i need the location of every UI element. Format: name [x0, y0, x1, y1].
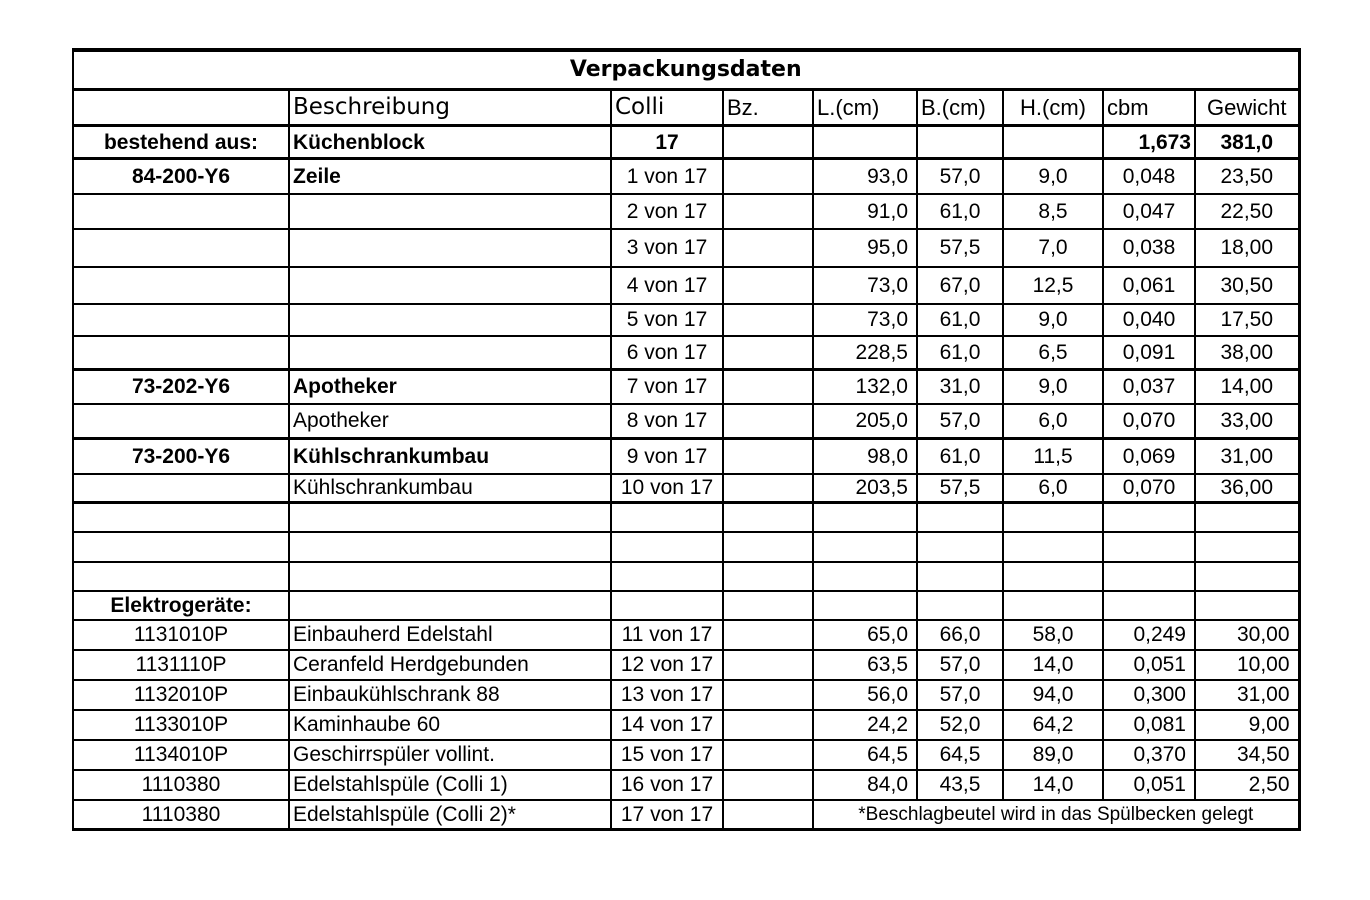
item-weight: 10,00 [1195, 650, 1299, 680]
item-weight: 23,50 [1195, 159, 1299, 194]
item-length: 73,0 [813, 267, 917, 304]
item-code: 84-200-Y6 [73, 159, 289, 194]
item-weight: 14,00 [1195, 370, 1299, 404]
item-height: 94,0 [1003, 680, 1103, 710]
item-length: 24,2 [813, 710, 917, 740]
item-length: 98,0 [813, 439, 917, 474]
item-code: 1131110P [73, 650, 289, 680]
item-width: 43,5 [917, 770, 1003, 800]
item-weight: 34,50 [1195, 740, 1299, 770]
table-row [73, 770, 1299, 800]
item-weight: 30,50 [1195, 267, 1299, 304]
empty-cell [611, 591, 723, 620]
item-height: 6,0 [1003, 404, 1103, 439]
empty-cell [1195, 591, 1299, 620]
item-width: 57,0 [917, 680, 1003, 710]
table-row [73, 710, 1299, 740]
item-cbm: 0,061 [1103, 267, 1195, 304]
item-height: 14,0 [1003, 770, 1103, 800]
item-description: Edelstahlspüle (Colli 1) [289, 770, 611, 800]
item-bz [723, 740, 813, 770]
item-cbm: 0,069 [1103, 439, 1195, 474]
item-colli: 8 von 17 [611, 404, 723, 439]
empty-cell [73, 562, 289, 591]
table-row [73, 159, 1299, 194]
item-cbm: 0,070 [1103, 474, 1195, 503]
table-row [73, 194, 1299, 229]
item-length: 91,0 [813, 194, 917, 229]
empty-cell [917, 591, 1003, 620]
empty-cell [289, 562, 611, 591]
item-colli: 3 von 17 [611, 229, 723, 267]
header-bz: Bz. [723, 90, 813, 126]
table-row [73, 304, 1299, 336]
item-description: Apotheker [289, 370, 611, 404]
empty-cell [917, 562, 1003, 591]
table-row [73, 650, 1299, 680]
summary-colli: 17 [611, 126, 723, 159]
item-colli: 14 von 17 [611, 710, 723, 740]
title-row [73, 50, 1299, 90]
empty-cell [723, 591, 813, 620]
item-weight: 33,00 [1195, 404, 1299, 439]
item-cbm: 0,370 [1103, 740, 1195, 770]
item-bz [723, 439, 813, 474]
item-height: 89,0 [1003, 740, 1103, 770]
item-height: 64,2 [1003, 710, 1103, 740]
item-cbm: 0,038 [1103, 229, 1195, 267]
empty-cell [1103, 562, 1195, 591]
item-colli: 13 von 17 [611, 680, 723, 710]
item-width: 64,5 [917, 740, 1003, 770]
summary-cbm: 1,673 [1103, 126, 1195, 159]
item-cbm: 0,249 [1103, 620, 1195, 650]
item-description: Ceranfeld Herdgebunden [289, 650, 611, 680]
summary-row [73, 126, 1299, 159]
item-code: 73-202-Y6 [73, 370, 289, 404]
summary-h [1003, 126, 1103, 159]
empty-cell [917, 532, 1003, 562]
item-width: 31,0 [917, 370, 1003, 404]
item-code [73, 194, 289, 229]
table-row [73, 474, 1299, 503]
item-description [289, 194, 611, 229]
empty-cell [289, 503, 611, 532]
item-cbm: 0,300 [1103, 680, 1195, 710]
item-height: 9,0 [1003, 370, 1103, 404]
empty-cell [1003, 503, 1103, 532]
item-bz [723, 304, 813, 336]
item-height: 6,0 [1003, 474, 1103, 503]
item-length: 205,0 [813, 404, 917, 439]
item-code [73, 404, 289, 439]
item-weight: 38,00 [1195, 336, 1299, 370]
item-height: 58,0 [1003, 620, 1103, 650]
item-width: 61,0 [917, 336, 1003, 370]
item-bz [723, 159, 813, 194]
item-cbm: 0,037 [1103, 370, 1195, 404]
item-code [73, 304, 289, 336]
item-length: 56,0 [813, 680, 917, 710]
header-l: L.(cm) [813, 90, 917, 126]
item-width: 57,0 [917, 159, 1003, 194]
empty-cell [1195, 562, 1299, 591]
empty-cell [1195, 503, 1299, 532]
empty-cell [1103, 503, 1195, 532]
item-bz [723, 336, 813, 370]
empty-cell [1003, 591, 1103, 620]
item-cbm: 0,081 [1103, 710, 1195, 740]
empty-cell [813, 532, 917, 562]
item-length: 63,5 [813, 650, 917, 680]
item-description [289, 336, 611, 370]
item-length: 93,0 [813, 159, 917, 194]
empty-cell [73, 532, 289, 562]
item-description: Zeile [289, 159, 611, 194]
table-row [73, 740, 1299, 770]
item-height: 7,0 [1003, 229, 1103, 267]
item-length: 84,0 [813, 770, 917, 800]
item-description: Geschirrspüler vollint. [289, 740, 611, 770]
elektro-label: Elektrogeräte: [73, 591, 289, 620]
item-code: 1134010P [73, 740, 289, 770]
header-h: H.(cm) [1003, 90, 1103, 126]
item-weight: 30,00 [1195, 620, 1299, 650]
item-width: 67,0 [917, 267, 1003, 304]
empty-cell [1195, 532, 1299, 562]
item-weight: 17,50 [1195, 304, 1299, 336]
item-bz [723, 650, 813, 680]
item-colli: 1 von 17 [611, 159, 723, 194]
table-row [73, 229, 1299, 267]
item-bz [723, 800, 813, 830]
summary-b [917, 126, 1003, 159]
empty-cell [1103, 591, 1195, 620]
empty-cell [1003, 532, 1103, 562]
item-code: 1133010P [73, 710, 289, 740]
item-length: 95,0 [813, 229, 917, 267]
table-row [73, 562, 1299, 591]
item-bz [723, 680, 813, 710]
item-code: 1110380 [73, 800, 289, 830]
item-length: 203,5 [813, 474, 917, 503]
header-beschreibung: Beschreibung [289, 90, 611, 126]
item-bz [723, 710, 813, 740]
item-description: Einbaukühlschrank 88 [289, 680, 611, 710]
summary-gewicht: 381,0 [1195, 126, 1299, 159]
item-weight: 2,50 [1195, 770, 1299, 800]
table-row [73, 336, 1299, 370]
item-width: 57,0 [917, 650, 1003, 680]
item-length: 132,0 [813, 370, 917, 404]
empty-cell [1103, 532, 1195, 562]
empty-cell [611, 503, 723, 532]
header-row [73, 90, 1299, 126]
empty-cell [723, 503, 813, 532]
item-colli: 4 von 17 [611, 267, 723, 304]
item-colli: 11 von 17 [611, 620, 723, 650]
table-row [73, 800, 1299, 830]
item-description: Kühlschrankumbau [289, 474, 611, 503]
item-description: Apotheker [289, 404, 611, 439]
item-code: 1131010P [73, 620, 289, 650]
item-colli: 16 von 17 [611, 770, 723, 800]
header-code [73, 90, 289, 126]
item-weight: 36,00 [1195, 474, 1299, 503]
packaging-data-table [72, 48, 1301, 831]
item-cbm: 0,051 [1103, 770, 1195, 800]
table-row [73, 591, 1299, 620]
item-code [73, 229, 289, 267]
item-bz [723, 370, 813, 404]
item-colli: 2 von 17 [611, 194, 723, 229]
item-weight: 9,00 [1195, 710, 1299, 740]
item-cbm: 0,040 [1103, 304, 1195, 336]
item-colli: 15 von 17 [611, 740, 723, 770]
item-width: 66,0 [917, 620, 1003, 650]
item-height: 9,0 [1003, 304, 1103, 336]
item-description: Einbauherd Edelstahl [289, 620, 611, 650]
table-row [73, 267, 1299, 304]
item-cbm: 0,051 [1103, 650, 1195, 680]
item-bz [723, 620, 813, 650]
item-description: Kühlschrankumbau [289, 439, 611, 474]
summary-beschreibung: Küchenblock [289, 126, 611, 159]
packaging-note: *Beschlagbeutel wird in das Spülbecken gelegt [813, 800, 1299, 830]
item-height: 11,5 [1003, 439, 1103, 474]
empty-cell [611, 562, 723, 591]
item-weight: 18,00 [1195, 229, 1299, 267]
item-description [289, 267, 611, 304]
item-colli: 12 von 17 [611, 650, 723, 680]
table-row [73, 680, 1299, 710]
header-cbm: cbm [1103, 90, 1195, 126]
item-weight: 22,50 [1195, 194, 1299, 229]
item-length: 64,5 [813, 740, 917, 770]
item-width: 57,0 [917, 404, 1003, 439]
empty-cell [289, 532, 611, 562]
item-code [73, 336, 289, 370]
table-title: Verpackungsdaten [73, 50, 1299, 90]
item-bz [723, 404, 813, 439]
item-colli: 9 von 17 [611, 439, 723, 474]
empty-cell [289, 591, 611, 620]
item-cbm: 0,070 [1103, 404, 1195, 439]
empty-cell [723, 562, 813, 591]
item-height: 9,0 [1003, 159, 1103, 194]
empty-cell [73, 503, 289, 532]
item-width: 61,0 [917, 439, 1003, 474]
empty-cell [813, 562, 917, 591]
item-code: 1132010P [73, 680, 289, 710]
table-row [73, 439, 1299, 474]
empty-cell [813, 591, 917, 620]
empty-cell [813, 503, 917, 532]
item-description: Edelstahlspüle (Colli 2)* [289, 800, 611, 830]
item-colli: 17 von 17 [611, 800, 723, 830]
item-description: Kaminhaube 60 [289, 710, 611, 740]
item-code: 1110380 [73, 770, 289, 800]
item-colli: 6 von 17 [611, 336, 723, 370]
item-code [73, 474, 289, 503]
item-cbm: 0,048 [1103, 159, 1195, 194]
item-bz [723, 474, 813, 503]
item-bz [723, 194, 813, 229]
item-length: 65,0 [813, 620, 917, 650]
empty-cell [723, 532, 813, 562]
item-code: 73-200-Y6 [73, 439, 289, 474]
table-row [73, 532, 1299, 562]
item-width: 57,5 [917, 474, 1003, 503]
empty-cell [611, 532, 723, 562]
table-row [73, 370, 1299, 404]
item-height: 14,0 [1003, 650, 1103, 680]
summary-bz [723, 126, 813, 159]
item-description [289, 304, 611, 336]
item-colli: 5 von 17 [611, 304, 723, 336]
item-cbm: 0,091 [1103, 336, 1195, 370]
item-bz [723, 770, 813, 800]
item-width: 57,5 [917, 229, 1003, 267]
item-description [289, 229, 611, 267]
summary-label: bestehend aus: [73, 126, 289, 159]
item-length: 228,5 [813, 336, 917, 370]
item-width: 61,0 [917, 304, 1003, 336]
item-width: 61,0 [917, 194, 1003, 229]
table-row [73, 404, 1299, 439]
header-b: B.(cm) [917, 90, 1003, 126]
header-gewicht: Gewicht [1195, 90, 1299, 126]
item-code [73, 267, 289, 304]
empty-cell [917, 503, 1003, 532]
item-bz [723, 229, 813, 267]
header-colli: Colli [611, 90, 723, 126]
item-weight: 31,00 [1195, 680, 1299, 710]
item-cbm: 0,047 [1103, 194, 1195, 229]
item-colli: 10 von 17 [611, 474, 723, 503]
item-colli: 7 von 17 [611, 370, 723, 404]
table-row [73, 620, 1299, 650]
item-height: 12,5 [1003, 267, 1103, 304]
table-row [73, 503, 1299, 532]
item-weight: 31,00 [1195, 439, 1299, 474]
item-bz [723, 267, 813, 304]
item-length: 73,0 [813, 304, 917, 336]
empty-cell [1003, 562, 1103, 591]
item-height: 6,5 [1003, 336, 1103, 370]
item-width: 52,0 [917, 710, 1003, 740]
item-height: 8,5 [1003, 194, 1103, 229]
summary-l [813, 126, 917, 159]
